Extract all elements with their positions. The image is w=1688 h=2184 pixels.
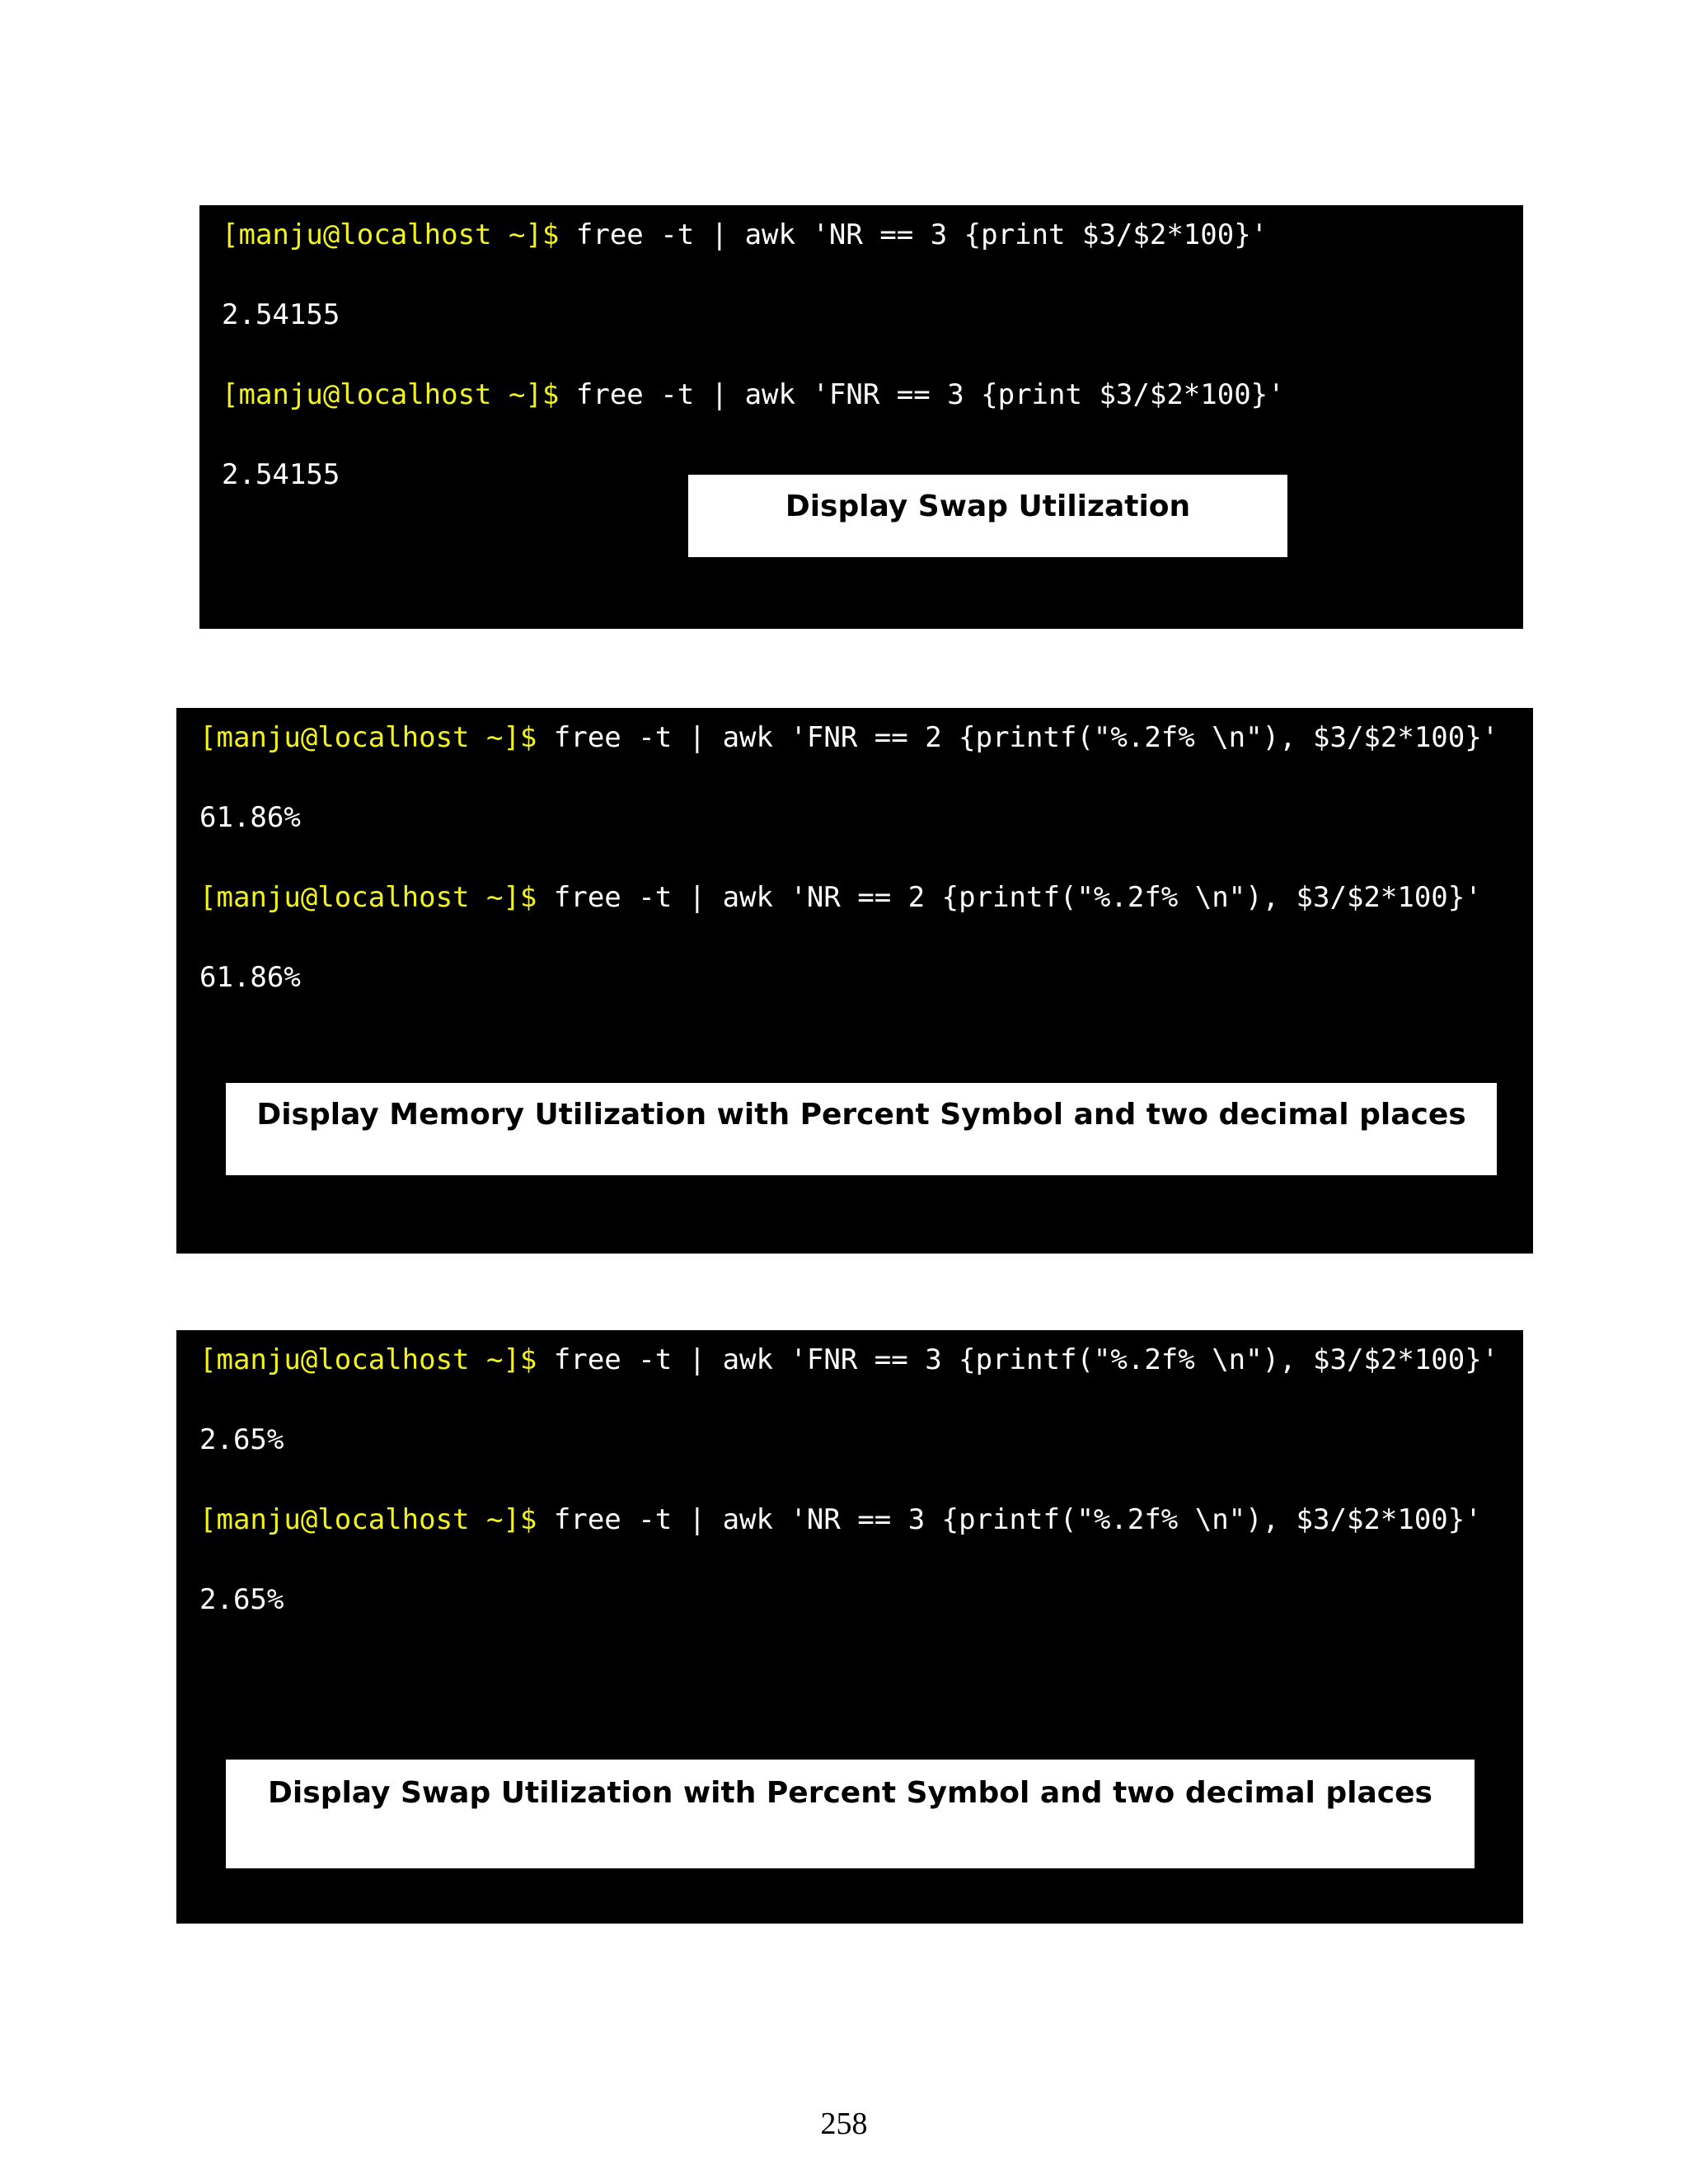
terminal-panel-memory-percent bbox=[176, 708, 1533, 1254]
shell-command: free -t | awk 'FNR == 3 {printf("%.2f% \n"), $3/$2*100}' bbox=[537, 1343, 1499, 1376]
terminal-command-line bbox=[222, 378, 1285, 411]
terminal-command-line bbox=[199, 1343, 1498, 1376]
terminal-output-line: 2.54155 bbox=[222, 458, 340, 491]
shell-prompt: [manju@localhost ~]$ bbox=[199, 1343, 537, 1376]
shell-prompt: [manju@localhost ~]$ bbox=[199, 1503, 537, 1536]
terminal-panel-swap-percent bbox=[176, 1330, 1523, 1924]
shell-command: free -t | awk 'FNR == 3 {print $3/$2*100}' bbox=[559, 378, 1285, 411]
terminal-output-line: 61.86% bbox=[199, 801, 301, 834]
terminal-command-line bbox=[199, 1503, 1482, 1536]
terminal-output-line: 2.65% bbox=[199, 1583, 284, 1616]
shell-prompt: [manju@localhost ~]$ bbox=[222, 378, 560, 411]
terminal-command-line bbox=[199, 881, 1482, 914]
shell-prompt: [manju@localhost ~]$ bbox=[199, 721, 537, 754]
terminal-panel-swap bbox=[199, 205, 1523, 629]
terminal-output-line: 2.65% bbox=[199, 1423, 284, 1456]
shell-command: free -t | awk 'NR == 3 {print $3/$2*100}' bbox=[559, 218, 1268, 251]
shell-command: free -t | awk 'NR == 3 {printf("%.2f% \n"), $3/$2*100}' bbox=[537, 1503, 1482, 1536]
page-number: 258 bbox=[820, 2107, 868, 2141]
caption-box: Display Swap Utilization bbox=[688, 475, 1287, 557]
shell-command: free -t | awk 'NR == 2 {printf("%.2f% \n"), $3/$2*100}' bbox=[537, 881, 1482, 914]
caption-box: Display Memory Utilization with Percent Symbol and two decimal places bbox=[226, 1083, 1497, 1175]
terminal-output-line: 61.86% bbox=[199, 961, 301, 994]
terminal-output-line: 2.54155 bbox=[222, 298, 340, 331]
shell-prompt: [manju@localhost ~]$ bbox=[222, 218, 560, 251]
shell-command: free -t | awk 'FNR == 2 {printf("%.2f% \n"), $3/$2*100}' bbox=[537, 721, 1499, 754]
terminal-command-line bbox=[222, 218, 1268, 251]
caption-box: Display Swap Utilization with Percent Symbol and two decimal places bbox=[226, 1760, 1475, 1868]
terminal-command-line bbox=[199, 721, 1498, 754]
shell-prompt: [manju@localhost ~]$ bbox=[199, 881, 537, 914]
